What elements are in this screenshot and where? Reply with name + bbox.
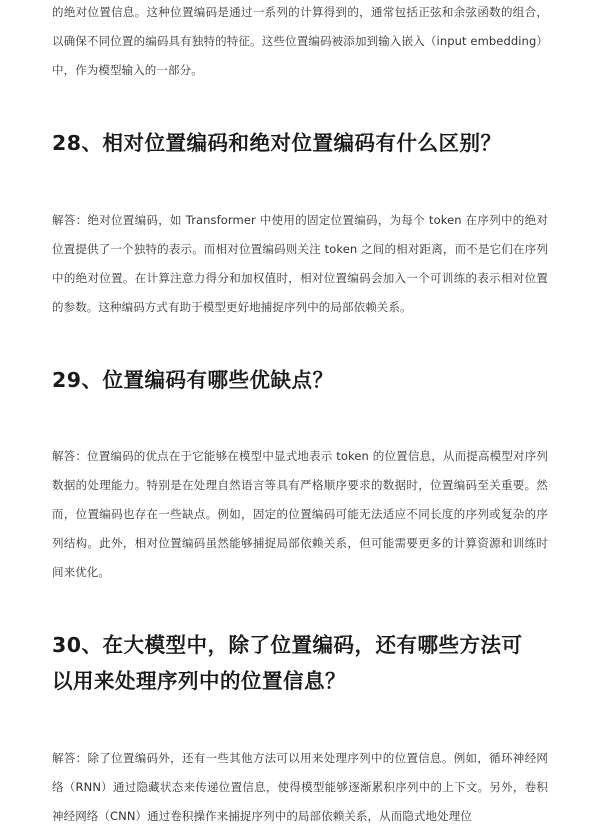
- question-28-heading: 28、相对位置编码和绝对位置编码有什么区别？: [52, 131, 502, 155]
- question-30-heading-line-2: 以用来处理序列中的位置信息？: [52, 669, 346, 693]
- question-30-heading-line-1: 30、在大模型中，除了位置编码，还有哪些方法可: [52, 633, 523, 657]
- question-29-heading: 29、位置编码有哪些优缺点？: [52, 368, 334, 392]
- question-29-answer: 解答：位置编码的优点在于它能够在模型中显式地表示 token 的位置信息，从而提高模型对序列数据的处理能力。特别是在处理自然语言等具有严格顺序要求的数据时，位置编码至关重要。然而，位置编码也存在一些缺点。例如，固定的位置编码可能无法适应不同长度的序列或复杂的序列结构。此外，相对位置编码虽然能够捕捉局部依赖关系，但可能需要更多的计算资源和训练时间来优化。: [52, 449, 548, 579]
- question-30-answer: 解答：除了位置编码外，还有一些其他方法可以用来处理序列中的位置信息。例如，循环神经网络（RNN）通过隐藏状态来传递位置信息，使得模型能够逐渐累积序列中的上下文。另外，卷积神经网络（CNN）通过卷积操作来捕捉序列中的局部依赖关系，从而隐式地处理位: [52, 751, 548, 823]
- intro-paragraph: 的绝对位置信息。这种位置编码是通过一系列的计算得到的，通常包括正弦和余弦函数的组合，以确保不同位置的编码具有独特的特征。这些位置编码被添加到输入嵌入（input embedding）中，作为模型输入的一部分。: [52, 5, 548, 77]
- question-28-answer: 解答：绝对位置编码，如 Transformer 中使用的固定位置编码，为每个 token 在序列中的绝对位置提供了一个独特的表示。而相对位置编码则关注 token 之间的相对距离，而不是它们在序列中的绝对位置。在计算注意力得分和加权值时，相对位置编码会加入一个可训练的表示相对位置的参数。这种编码方式有助于模型更好地捕捉序列中的局部依赖关系。: [52, 213, 548, 314]
